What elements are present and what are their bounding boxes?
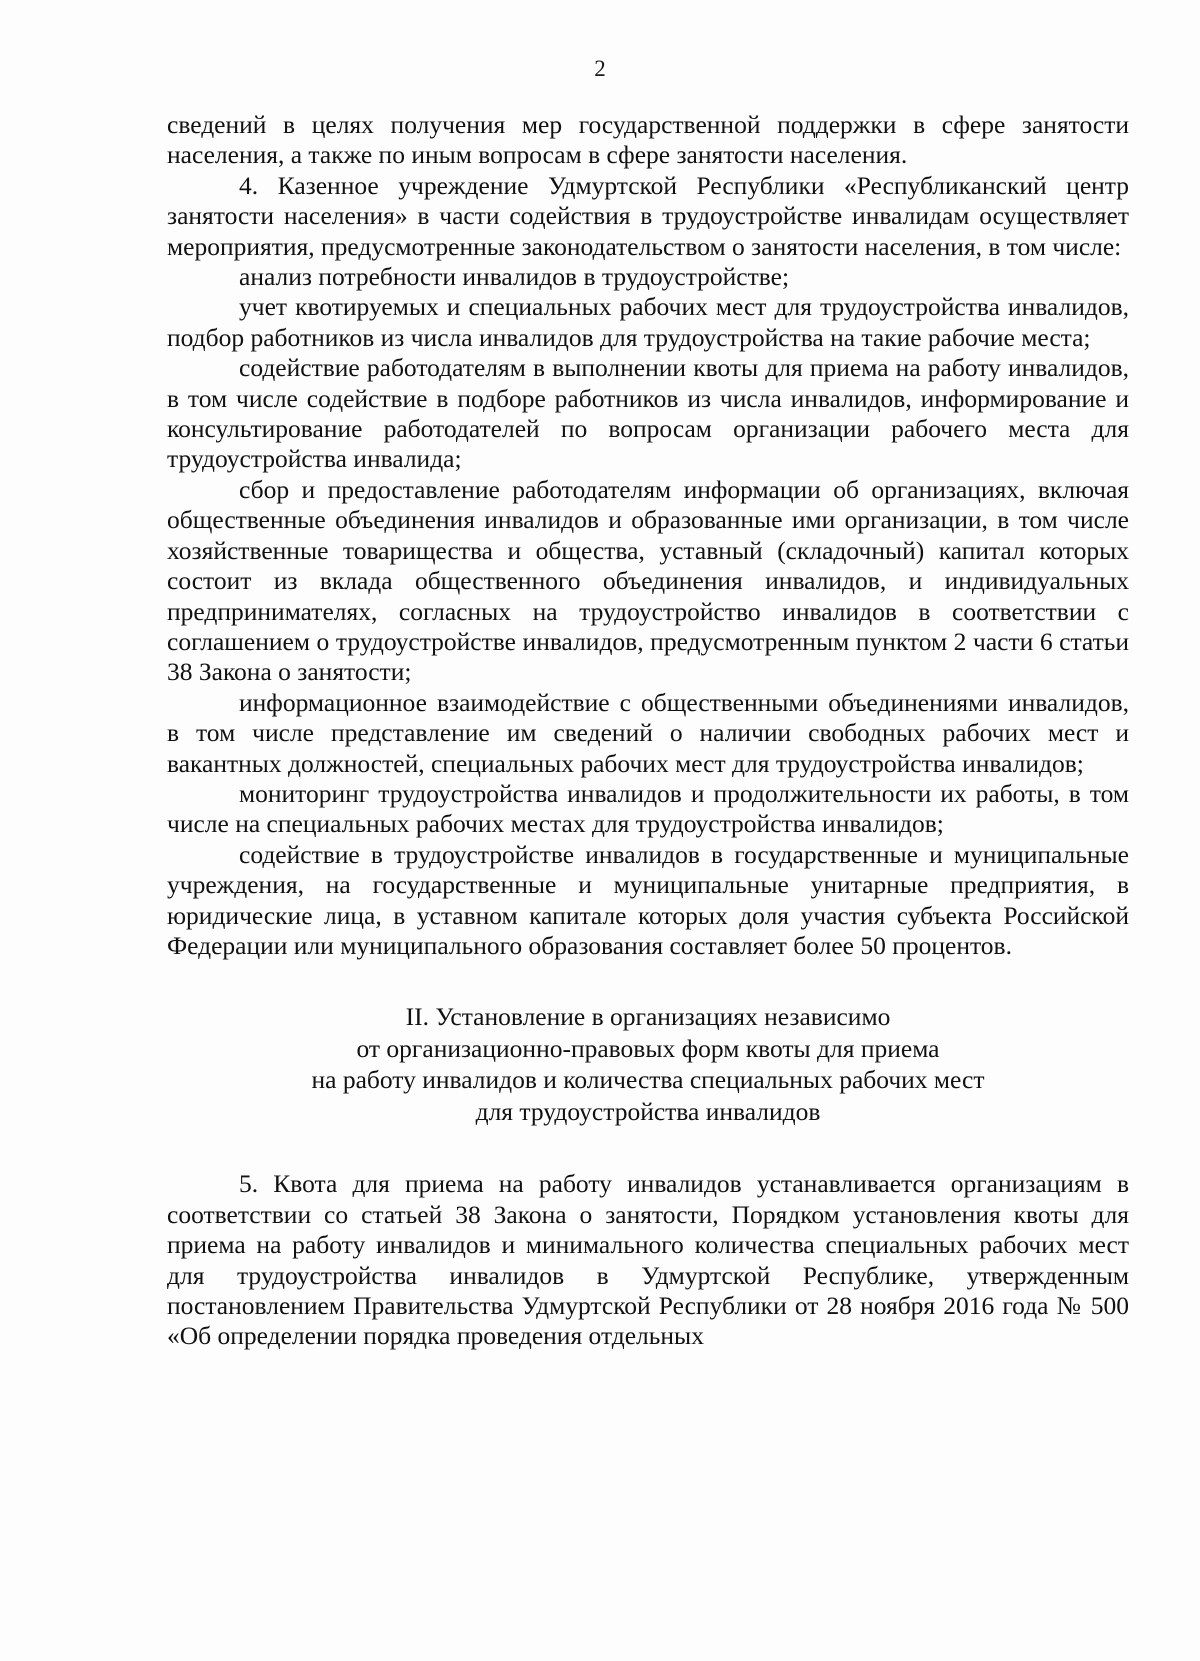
paragraph-monitoring: мониторинг трудоустройства инвалидов и продолжительности их работы, в том числе на специальных рабочих местах для трудоустройства инвалидов; [167,778,1129,839]
section-heading-line: для трудоустройства инвалидов [475,1096,821,1126]
section-heading [167,1001,1129,1127]
paragraph-needs-analysis: анализ потребности инвалидов в трудоустройстве; [239,262,790,292]
paragraph-quota-accounting: учет квотируемых и специальных рабочих мест для трудоустройства инвалидов, подбор работников из числа инвалидов для трудоустройства на такие рабочие места; [167,292,1129,352]
document-body [167,110,1129,1352]
paragraph-information-collection: сбор и предоставление работодателям информации об организациях, включая общественные объединения инвалидов и образованные ими организации, в том числе хозяйственные товарищества и общества, уставный (складочный) капитал которых состоит из вклада общественного объединения инвалидов, и индивидуальных предпринимателях, согласных на трудоустройство инвалидов в соответствии с соглашением о трудоустройстве инвалидов, предусмотренным пунктом 2 части 6 статьи 38 Закона о занятости; [167,474,1129,687]
page-number: 2 [594,56,606,81]
paragraph-continuation: сведений в целях получения мер государственной поддержки в сфере занятости населения, а также по иным вопросам в сфере занятости населения. [167,110,1129,170]
section-heading-line: на работу инвалидов и количества специальных рабочих мест [311,1065,985,1095]
paragraph-item-5: 5. Квота для приема на работу инвалидов устанавливается организациям в соответствии со статьей 38 Закона о занятости, Порядком установления квоты для приема на работу инвалидов и минимального количества специальных рабочих мест для трудоустройства инвалидов в Удмуртской Республике, утвержденным постановлением Правительства Удмуртской Республики от 28 ноября 2016 года № 500 «Об определении порядка проведения отдельных [167,1169,1129,1351]
paragraph-state-employment: содействие в трудоустройстве инвалидов в государственные и муниципальные учреждения, на государственные и муниципальные унитарные предприятия, в юридические лица, в уставном капитале которых доля участия субъекта Российской Федерации или муниципального образования составляет более 50 процентов. [167,839,1129,960]
paragraph-employer-assistance: содействие работодателям в выполнении квоты для приема на работу инвалидов, в том числе содействие в подборе работников из числа инвалидов, информирование и консультирование работодателей по вопросам организации рабочего места для трудоустройства инвалида; [167,353,1129,474]
paragraph-information-interaction: информационное взаимодействие с общественными объединениями инвалидов, в том числе представление им сведений о наличии свободных рабочих мест и вакантных должностей, специальных рабочих мест для трудоустройства инвалидов; [167,687,1129,778]
section-heading-line: II. Установление в организациях независимо [405,1002,891,1032]
paragraph-item-4: 4. Казенное учреждение Удмуртской Республики «Республиканский центр занятости населения» в части содействия в трудоустройстве инвалидам осуществляет мероприятия, предусмотренные законодательством о занятости населения, в том числе: [167,170,1129,261]
section-heading-line: от организационно-правовых форм квоты для приема [356,1033,940,1063]
